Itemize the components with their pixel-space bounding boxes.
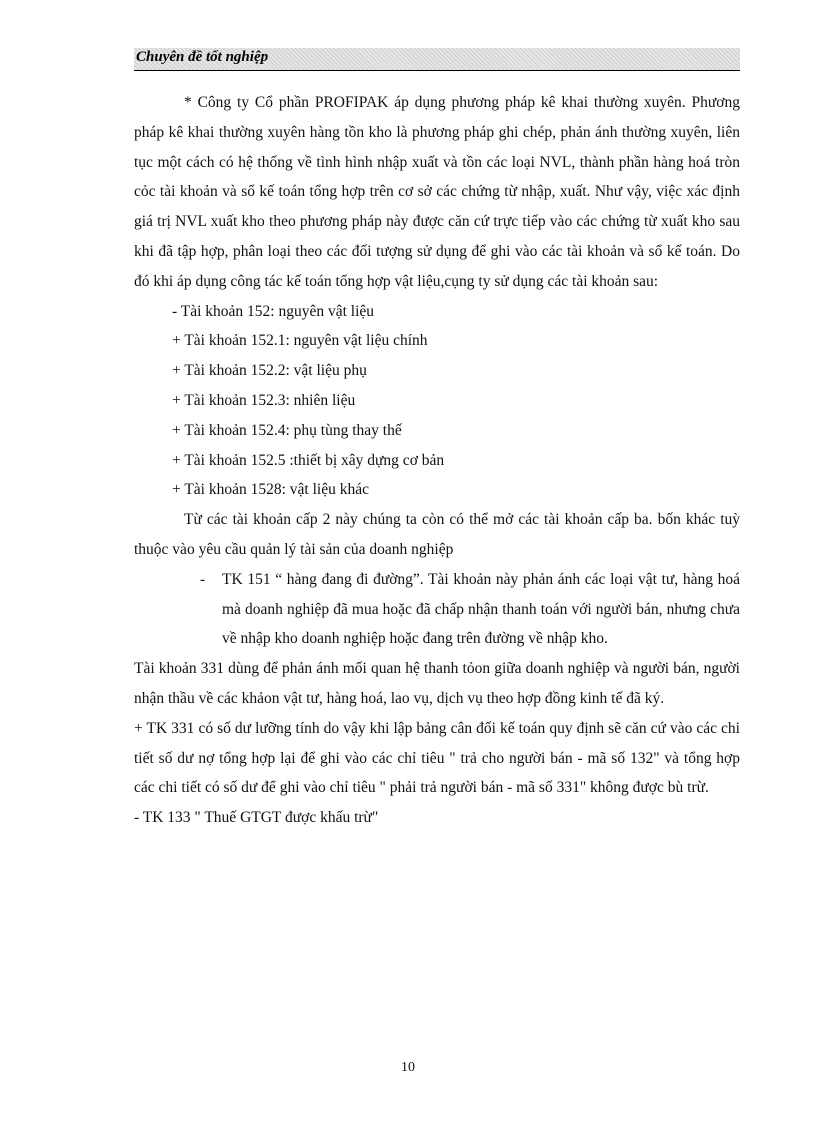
tk331-balance-paragraph: + TK 331 có số dư lưỡng tính do vậy khi lập bảng cân đối kế toán quy định sẽ căn cứ vào các chi tiết số dư nợ tổng hợp lại để ghi vào các chỉ tiêu " trả cho người bán - mã số 132" và tổng hợp các chi tiết có số dư để ghi vào chỉ tiêu " phải trả người bán - mã số 331" không được bù trừ. (134, 719, 740, 797)
list-dash: - (200, 570, 206, 588)
account-item: + Tài khoản 152.5 :thiết bị xây dựng cơ bản (172, 451, 445, 469)
account-item: - Tài khoản 152: nguyên vật liệu (172, 302, 375, 320)
tk151-item (134, 565, 740, 654)
account-item: + Tài khoản 152.2: vật liệu phụ (172, 362, 367, 380)
tk331-paragraph: Tài khoản 331 dùng để phản ánh mối quan hệ thanh tỏon giữa doanh nghiệp và người bán, người nhận thầu về các khảon vật tư, hàng hoá, lao vụ, dịch vụ theo hợp đồng kinh tế đã ký. (134, 660, 740, 707)
tk133-line: - TK 133 " Thuế GTGT được khấu trừ" (134, 809, 379, 827)
account-item: + Tài khoản 152.3: nhiên liệu (172, 391, 356, 409)
document-body (134, 88, 740, 833)
page-header (134, 48, 740, 71)
account-item: + Tài khoản 1528: vật liệu khác (172, 481, 369, 499)
account-item: + Tài khoản 152.4: phụ tùng thay thế (172, 421, 402, 439)
intro-paragraph: * Công ty Cổ phần PROFIPAK áp dụng phương pháp kê khai thường xuyên. Phương pháp kê khai thường xuyên hàng tồn kho là phương pháp ghi chép, phản ánh thường xuyên, liên tục một cách có hệ thống về tình hình nhập xuất và tồn các loại NVL, thành phần hàng hoá tròn cỏc tài khoản và sổ kế toán tổng hợp trên cơ sở các chứng từ nhập, xuất. Như vậy, việc xác định giá trị NVL xuất kho theo phương pháp này được căn cứ trực tiếp vào các chứng từ xuất kho sau khi đã tập hợp, phân loại theo các đối tượng sử dụng để ghi vào các tài khoản và sổ kế toán. Do đó khi áp dụng công tác kế toán tổng hợp vật liệu,cụng ty sử dụng các tài khoản sau: (134, 94, 740, 290)
level2-paragraph: Từ các tài khoản cấp 2 này chúng ta còn có thể mở các tài khoản cấp ba. bốn khác tuỳ thuộc vào yêu cầu quản lý tài sản của doanh nghiệp (134, 511, 740, 558)
page-number: 10 (401, 1060, 415, 1075)
header-title: Chuyên đề tốt nghiệp (136, 49, 269, 65)
tk151-text: TK 151 “ hàng đang đi đường”. Tài khoản này phản ánh các loại vật tư, hàng hoá mà doanh nghiệp đã mua hoặc đã chấp nhận thanh toán với người bán, nhưng chưa về nhập kho doanh nghiệp hoặc đang trên đường về nhập kho. (222, 570, 740, 648)
account-item: + Tài khoản 152.1: nguyên vật liệu chính (172, 332, 428, 350)
